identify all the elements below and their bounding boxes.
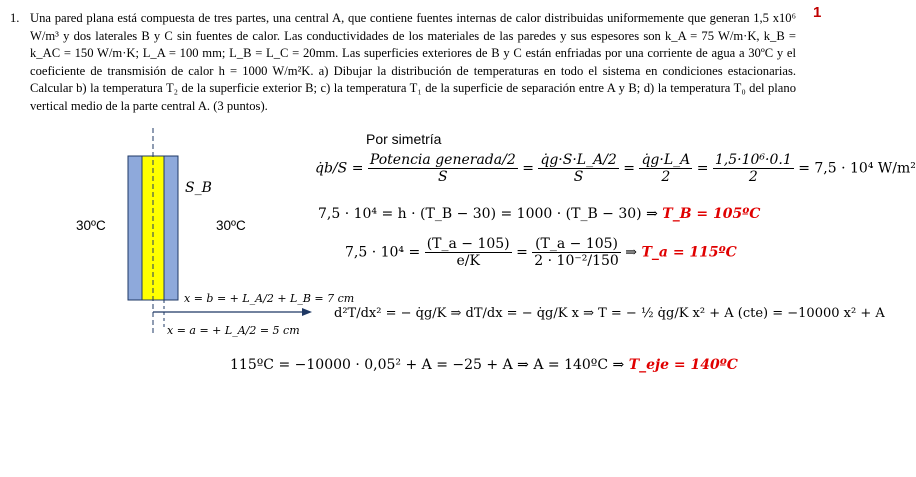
wall-part-b [128,156,142,300]
eq1-frac3: $\frac{q̇g\cdot L\_A}{2}$ [641,152,691,185]
right-temperature: 30ºC [216,218,246,233]
solution-title: Por simetría [366,131,442,147]
equation-1: q̇b/S = $\frac{\text{Potencia generada/2}}{S}$ = $\frac{q̇g\cdot S\cdot L\_A/2}{S}$ = $\frac{q̇g\cdot L\_A}{2}$ = $\frac{\text{1,5·10⁶·0.1}}{2}$ = 7,5 · 10⁴ W/m² [315,152,916,185]
equation-2: 7,5 · 10⁴ = h · (T_B − 30) = 1000 · (T_B − 30) ⇒ T_B = 105ºC [318,206,761,222]
eq1-frac1: $\frac{\text{Potencia generada/2}}{S}$ [369,152,516,185]
equation-4: d²T/dx² = − q̇g/K ⇒ dT/dx = − q̇g/K x ⇒ T = − ½ q̇g/K x² + A (cte) = −10000 x² + A [334,306,885,321]
tb-result: T_B = 105ºC [662,206,761,222]
x-b-label: x = b = + L_A/2 + L_B = 7 cm [184,292,355,305]
slide-number: 1 [813,4,822,21]
eq1-lhs: q̇b/S [315,160,348,177]
ta-result: T_a = 115ºC [641,244,737,261]
left-temperature: 30ºC [76,218,106,233]
eq3-frac1: $\frac{(T\_a - 105)}{e/K}$ [426,236,510,269]
problem-statement [10,10,796,116]
problem-number: 1. [10,11,20,25]
wall-diagram [60,128,330,348]
surface-label: S_B [185,180,212,196]
teje-result: T_eje = 140ºC [628,357,738,373]
equation-5: 115ºC = −10000 · 0,05² + A = −25 + A ⇒ A = 140ºC ⇒ T_eje = 140ºC [230,357,738,373]
eq1-frac4: $\frac{\text{1,5·10⁶·0.1}}{2}$ [714,152,792,185]
eq1-result: = 7,5 · 10⁴ W/m² [798,160,916,177]
x-axis-arrow [302,308,312,316]
equation-3: 7,5 · 10⁴ = $\frac{(T\_a - 105)}{e/K}$ = $\frac{(T\_a - 105)}{\text{2 · 10⁻²/150}}$ ⇒ T_a = 115ºC [345,236,737,269]
x-a-label: x = a = + L_A/2 = 5 cm [167,324,300,337]
eq1-frac2: $\frac{q̇g\cdot S\cdot L\_A/2}{S}$ [540,152,617,185]
wall-part-c [164,156,178,300]
eq3-frac2: $\frac{(T\_a - 105)}{\text{2 · 10⁻²/150}}$ [534,236,619,269]
problem-text: Una pared plana está compuesta de tres partes, una central A, que contiene fuentes internas de calor distribuidas uniformemente que generan 1,5 x10⁶ W/m³ y dos laterales B y C sin fuentes de calor. Las conductividades de los materiales de las paredes y sus espesores son k_A = 75 W/m·K, k_B = k_AC = 150 W/m·K; L_A = 100 mm; L_B = L_C = 20mm. Las superficies exteriores de B y C están enfriadas por una corriente de agua a 30ºC y el coeficiente de transmisión de calor h = 1000 W/m²K. a) Dibujar la distribución de temperaturas en todo el sistema en condiciones estacionarias. Calcular b) la temperatura T₂ de la superficie exterior B; c) la temperatura T₁ de la superficie de separación entre A y B; d) la temperatura T₀ del plano vertical medio de la parte central A. (3 puntos). [30,11,796,113]
